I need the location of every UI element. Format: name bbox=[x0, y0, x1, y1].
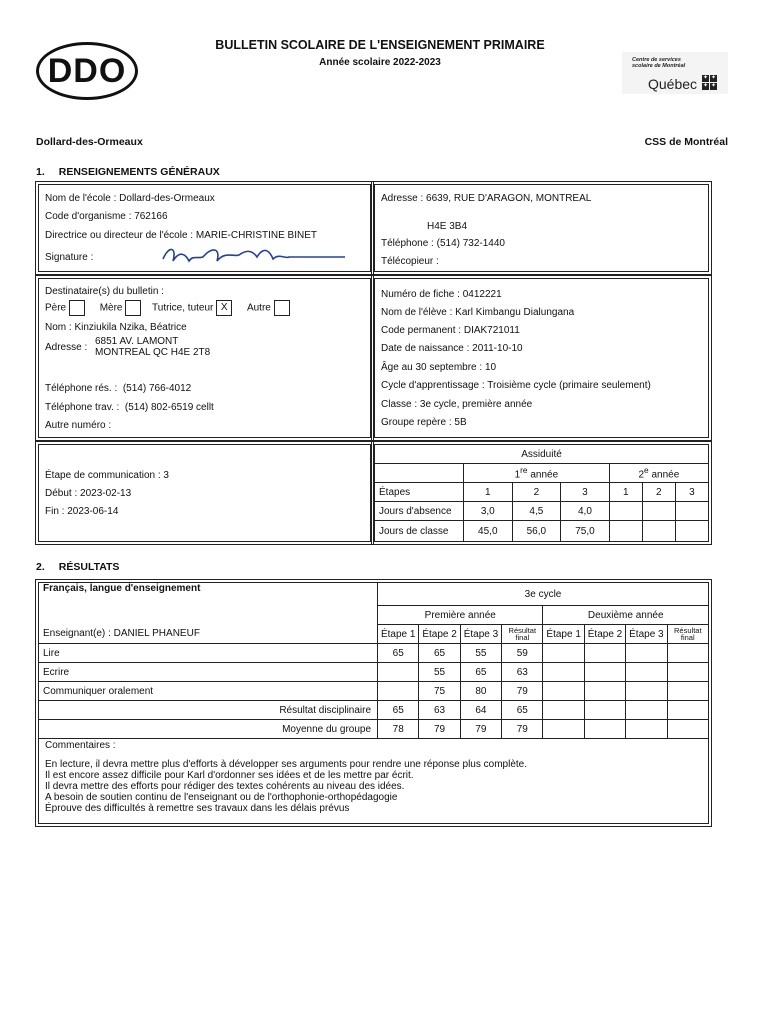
attendance-class-days-row: Jours de classe 45,0 56,0 75,0 bbox=[375, 521, 709, 542]
student-name: Karl Kimbangu Dialungana bbox=[455, 307, 575, 318]
ministry-small-text: Centre de services scolaire de Montréal bbox=[632, 57, 686, 69]
recipient-address: 6851 AV. LAMONT MONTREAL QC H4E 2T8 bbox=[95, 336, 211, 358]
school-phone: (514) 732-1440 bbox=[436, 238, 505, 249]
results-year2: Deuxième année bbox=[543, 606, 709, 625]
student-permanent-code: DIAK721011 bbox=[463, 325, 520, 336]
table-row: Communiquer oralement 75 80 79 bbox=[39, 682, 709, 701]
comments-text: En lecture, il devra mettre plus d'efforts à développer ses arguments pour rendre une réponse plus complète. Il est encore assez difficile pour Karl d'ordonner ses idées et de les mettre par écrit. Il devra mettre des efforts pour rédiger des textes cohérents au niveau des idées. A besoin de soutien continu de l'enseignant ou de l'orthophonie-orthopédagogie Éprouve des difficultés à remettre ses travaux dans les délais prévus bbox=[45, 759, 527, 814]
fax-label: Télécopieur : bbox=[381, 256, 439, 267]
attendance-table bbox=[374, 444, 709, 542]
student-box: Numéro de fiche : 0412221 Nom de l'élève : Karl Kimbangu Dialungana Code permanent : DIAK721011 Date de naissance : 2011-10-10 Âge au 30 septembre : 10 Cycle d'apprentissage : Troisième cycle (primaire seulement) Classe : 3e cycle, première année Groupe repère : 5B bbox=[374, 278, 709, 438]
communication-step: 3 bbox=[163, 470, 169, 481]
attendance-box bbox=[374, 444, 709, 542]
results-year1: Première année bbox=[378, 606, 543, 625]
director-name: MARIE-CHRISTINE BINET bbox=[195, 230, 317, 241]
start-date: 2023-02-13 bbox=[80, 488, 132, 499]
signature-image bbox=[159, 241, 349, 269]
signature-label: Signature : bbox=[45, 252, 94, 263]
checkbox-autre bbox=[274, 300, 290, 316]
school-name-header: Dollard-des-Ormeaux bbox=[36, 136, 143, 148]
student-cycle: Troisième cycle (primaire seulement) bbox=[487, 380, 651, 391]
ddo-logo bbox=[36, 42, 138, 100]
recipient-name: Kinziukila Nzika, Béatrice bbox=[74, 322, 187, 333]
checkbox-tutrice: X bbox=[216, 300, 232, 316]
css-name-header: CSS de Montréal bbox=[644, 136, 728, 148]
results-cycle: 3e cycle bbox=[378, 583, 709, 606]
school-postal: H4E 3B4 bbox=[427, 221, 468, 232]
attendance-year1: 1re année bbox=[464, 464, 610, 483]
student-class: 3e cycle, première année bbox=[419, 399, 533, 410]
school-info-box: Nom de l'école : Dollard-des-Ormeaux Code d'organisme : 762166 Directrice ou directeur de l'école : MARIE-CHRISTINE BINET Signature : bbox=[38, 184, 371, 272]
checkbox-pere bbox=[69, 300, 85, 316]
attendance-title: Assiduité bbox=[375, 445, 709, 464]
quebec-word: Québec bbox=[648, 76, 698, 92]
student-age: 10 bbox=[484, 362, 497, 373]
recipient-home-phone: (514) 766-4012 bbox=[122, 383, 192, 394]
page-subtitle: Année scolaire 2022-2023 bbox=[319, 57, 441, 68]
table-row: Moyenne du groupe 78 79 79 79 bbox=[39, 720, 709, 739]
recipient-box: Destinataire(s) du bulletin : Père Mère Tutrice, tuteur X Autre Nom : Kinziukila Nzika, Béatrice Adresse : 6851 AV. LAMONT MONTREAL QC H4E 2T8 Téléphone rés. : (514) 766-4012 Téléphone trav. : (514) 802-6519 cellt Autre numéro : bbox=[38, 278, 371, 438]
table-row: Résultat disciplinaire 65 63 64 65 bbox=[39, 701, 709, 720]
table-row: Lire 65 65 55 59 bbox=[39, 644, 709, 663]
results-table: Français, langue d'enseignement 3e cycle Première année Deuxième année Enseignant(e) : DANIEL PHANEUF Étape 1 Étape 2 Étape 3 Résultat final Étape 1 Étape 2 Étape 3 Résultat final Lire 65 65 55 59 Ecrire 55 65 63 Communiquer oralement 75 80 79 Résultat disciplinaire 65 63 64 65 Moyenne du groupe 78 79 79 79 bbox=[38, 582, 709, 739]
school-name: Dollard-des-Ormeaux bbox=[119, 193, 215, 204]
recipient-checkboxes: Père Mère Tutrice, tuteur X Autre bbox=[45, 300, 290, 316]
attendance-year2: 2e année bbox=[609, 464, 708, 483]
fleur-de-lis-icon: ✦ ✦ ✦ ✦ bbox=[702, 75, 717, 89]
end-date: 2023-06-14 bbox=[67, 506, 119, 517]
section1-title: 1. RENSEIGNEMENTS GÉNÉRAUX bbox=[36, 166, 220, 178]
comments-label: Commentaires : bbox=[45, 740, 116, 751]
student-group: 5B bbox=[454, 417, 467, 428]
subject-name: Français, langue d'enseignement bbox=[39, 583, 378, 625]
logo-text: DDO bbox=[47, 51, 127, 90]
table-row: Ecrire 55 65 63 bbox=[39, 663, 709, 682]
checkbox-mere bbox=[125, 300, 141, 316]
recipient-work-phone: (514) 802-6519 cellt bbox=[124, 402, 214, 413]
attendance-steps-row: Étapes 1 2 3 1 2 3 bbox=[375, 483, 709, 502]
teacher: Enseignant(e) : DANIEL PHANEUF bbox=[39, 625, 378, 644]
section2-title: 2. RÉSULTATS bbox=[36, 561, 120, 573]
attendance-absence-row: Jours d'absence 3,0 4,5 4,0 bbox=[375, 502, 709, 521]
school-address-box: Adresse : 6639, RUE D'ARAGON, MONTREAL H4E 3B4 Téléphone : (514) 732-1440 Télécopieur : bbox=[374, 184, 709, 272]
communication-box: Étape de communication : 3 Début : 2023-02-13 Fin : 2023-06-14 bbox=[38, 444, 371, 542]
student-file-number: 0412221 bbox=[462, 289, 502, 300]
school-address: 6639, RUE D'ARAGON, MONTREAL bbox=[426, 193, 592, 204]
recipient-label: Destinataire(s) du bulletin : bbox=[45, 286, 164, 297]
school-org: 762166 bbox=[134, 211, 168, 222]
student-birthdate: 2011-10-10 bbox=[472, 343, 523, 354]
results-box bbox=[38, 582, 709, 824]
other-number-label: Autre numéro : bbox=[45, 420, 112, 431]
page-title: BULLETIN SCOLAIRE DE L'ENSEIGNEMENT PRIMAIRE bbox=[215, 38, 545, 52]
